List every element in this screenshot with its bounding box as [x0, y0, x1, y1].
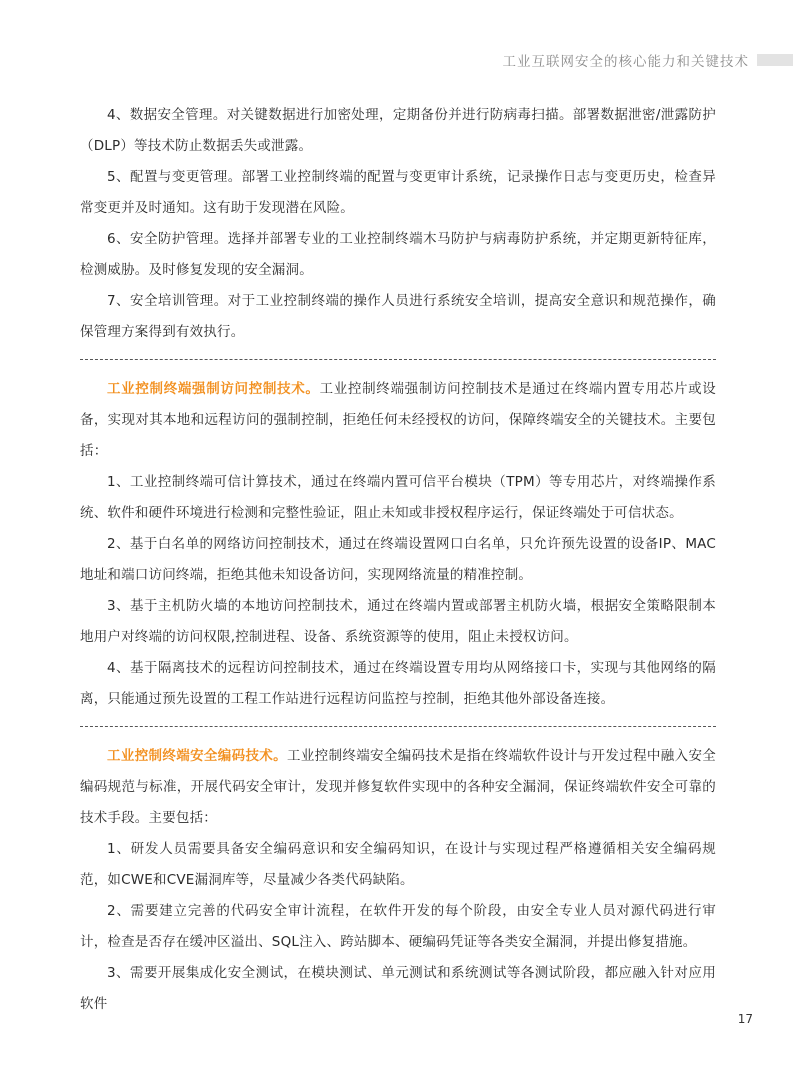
- section-divider: [80, 726, 716, 727]
- paragraph-integrated-testing: 3、需要开展集成化安全测试，在模块测试、单元测试和系统测试等各测试阶段，都应融入针对应用软件: [80, 965, 716, 1012]
- section-intro-paragraph: [80, 374, 716, 467]
- paragraph-data-security: 4、数据安全管理。对关键数据进行加密处理，定期备份并进行防病毒扫描。部署数据泄密/泄露防护（DLP）等技术防止数据丢失或泄露。: [80, 107, 716, 154]
- paragraph-trusted-computing: 1、工业控制终端可信计算技术，通过在终端内置可信平台模块（TPM）等专用芯片，对终端操作系统、软件和硬件环境进行检测和完整性验证，阻止未知或非授权程序运行，保证终端处于可信状态。: [80, 474, 716, 521]
- paragraph-config-change: 5、配置与变更管理。部署工业控制终端的配置与变更审计系统，记录操作日志与变更历史，检查异常变更并及时通知。这有助于发现潜在风险。: [80, 169, 716, 216]
- page-number: 17: [737, 1012, 753, 1026]
- section-heading: 工业控制终端强制访问控制技术。: [107, 381, 320, 397]
- header-title: 工业互联网安全的核心能力和关键技术: [502, 54, 749, 70]
- paragraph-security-protection: 6、安全防护管理。选择并部署专业的工业控制终端木马防护与病毒防护系统，并定期更新特征库，检测威胁。及时修复发现的安全漏洞。: [80, 231, 716, 278]
- paragraph-code-audit: 2、需要建立完善的代码安全审计流程，在软件开发的每个阶段，由安全专业人员对源代码进行审计，检查是否存在缓冲区溢出、SQL注入、跨站脚本、硬编码凭证等各类安全漏洞，并提出修复措施。: [80, 903, 716, 950]
- section-secure-coding: [80, 741, 716, 1020]
- section-intro-text: 工业控制终端强制访问控制技术是通过在终端内置专用芯片或设备，实现对其本地和远程访问的强制控制，拒绝任何未经授权的访问，保障终端安全的关键技术。主要包括：: [80, 381, 716, 459]
- paragraph-security-training: 7、安全培训管理。对于工业控制终端的操作人员进行系统安全培训，提高安全意识和规范操作，确保管理方案得到有效执行。: [80, 293, 716, 340]
- section-intro-paragraph: [80, 741, 716, 834]
- section-heading: 工业控制终端安全编码技术。: [107, 748, 287, 764]
- running-header: [503, 50, 793, 70]
- section-access-control: [80, 374, 716, 715]
- paragraph-isolation: 4、基于隔离技术的远程访问控制技术，通过在终端设置专用均从网络接口卡，实现与其他网络的隔离，只能通过预先设置的工程工作站进行远程访问监控与控制，拒绝其他外部设备连接。: [80, 660, 716, 707]
- section-management-items: [80, 100, 716, 348]
- section-intro-text: 工业控制终端安全编码技术是指在终端软件设计与开发过程中融入安全编码规范与标准，开展代码安全审计，发现并修复软件实现中的各种安全漏洞，保证终端软件安全可靠的技术手段。主要包括：: [80, 748, 717, 826]
- paragraph-whitelist: 2、基于白名单的网络访问控制技术，通过在终端设置网口白名单，只允许预先设置的设备IP、MAC地址和端口访问终端，拒绝其他未知设备访问，实现网络流量的精准控制。: [80, 536, 716, 583]
- page-content: [80, 100, 716, 1020]
- section-divider: [80, 359, 716, 360]
- paragraph-coding-awareness: 1、研发人员需要具备安全编码意识和安全编码知识，在设计与实现过程严格遵循相关安全编码规范，如CWE和CVE漏洞库等，尽量减少各类代码缺陷。: [80, 841, 716, 888]
- paragraph-host-firewall: 3、基于主机防火墙的本地访问控制技术，通过在终端内置或部署主机防火墙，根据安全策略限制本地用户对终端的访问权限,控制进程、设备、系统资源等的使用，阻止未授权访问。: [80, 598, 716, 645]
- header-decoration-bar: [757, 54, 793, 66]
